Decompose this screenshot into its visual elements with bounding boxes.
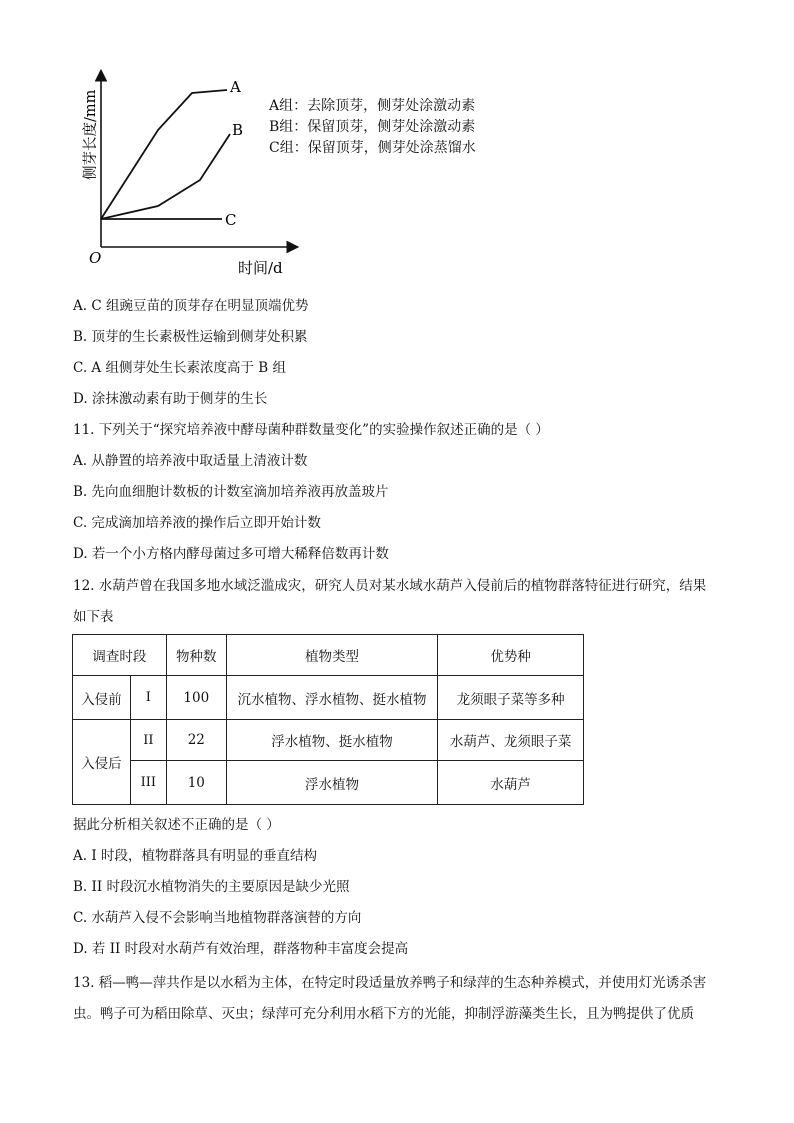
curve-label-b: B [232,121,244,139]
curve-label-c: C [225,211,237,229]
table-row [73,676,584,720]
q13-line1: 13. 稻—鸭—萍共作是以水稻为主体，在特定时段适量放养鸭子和绿萍的生态种养模式，并使用灯光诱杀害 [73,975,707,991]
curve-label-a: A [230,78,241,96]
legend-group-b: B组：保留顶芽，侧芽处涂激动素 [269,119,476,135]
count-cell: 10 [166,761,226,805]
q13-line2: 虫。鸭子可为稻田除草、灭虫；绿萍可充分利用水稻下方的光能，抑制浮游藻类生长，且为鸭提供了优质 [73,1006,694,1022]
table-row [73,720,584,761]
x-axis-label: 时间/d [238,259,283,277]
curve-b [101,134,230,219]
types-cell: 浮水植物、挺水植物 [226,720,438,761]
count-cell: 100 [166,676,226,720]
q12-option-b: B. II 时段沉水植物消失的主要原因是缺少光照 [73,879,350,895]
q12-stem-line2: 如下表 [73,609,114,625]
q11-option-d: D. 若一个小方格内酵母菌过多可增大稀释倍数再计数 [73,546,389,562]
header-period: 调查时段 [73,635,167,676]
q11-stem: 11. 下列关于“探究培养液中酵母菌种群数量变化”的实验操作叙述正确的是（ ） [73,422,549,438]
q12-stem-line1: 12. 水葫芦曾在我国多地水域泛滥成灾，研究人员对某水域水葫芦入侵前后的植物群落特征进行研究，结果 [73,578,707,594]
table-header-row [73,635,584,676]
legend-group-a: A组：去除顶芽，侧芽处涂激动素 [269,98,476,114]
dominant-cell: 水葫芦 [438,761,584,805]
q11-option-a: A. 从静置的培养液中取适量上清液计数 [73,453,308,469]
q11-option-b: B. 先向血细胞计数板的计数室滴加培养液再放盖玻片 [73,484,389,500]
period-before-cell: 入侵前 [73,676,131,720]
q10-option-a: A. C 组豌豆苗的顶芽存在明显顶端优势 [73,298,309,314]
dominant-cell: 水葫芦、龙须眼子菜 [438,720,584,761]
types-cell: 沉水植物、浮水植物、挺水植物 [226,676,438,720]
period-after-cell: 入侵后 [73,720,131,805]
survey-table [72,634,584,805]
stage-cell: III [130,761,166,805]
q12-option-c: C. 水葫芦入侵不会影响当地植物群落演替的方向 [73,910,362,926]
stage-cell: II [130,720,166,761]
q10-option-c: C. A 组侧芽处生长素浓度高于 B 组 [73,360,286,376]
types-cell: 浮水植物 [226,761,438,805]
growth-line-graph [70,60,540,290]
q12-after-table: 据此分析相关叙述不正确的是（ ） [73,817,280,833]
q10-option-b: B. 顶芽的生长素极性运输到侧芽处积累 [73,329,308,345]
y-axis-label: 侧芽长度/mm [83,89,99,180]
stage-cell: I [130,676,166,720]
q12-option-d: D. 若 II 时段对水葫芦有效治理，群落物种丰富度会提高 [73,941,409,957]
q11-option-c: C. 完成滴加培养液的操作后立即开始计数 [73,515,321,531]
q10-option-d: D. 涂抹激动素有助于侧芽的生长 [73,391,268,407]
header-species-count: 物种数 [166,635,226,676]
legend-group-c: C组：保留顶芽，侧芽处涂蒸馏水 [269,140,476,156]
header-dominant-species: 优势种 [438,635,584,676]
curve-a [101,90,227,219]
table-row [73,761,584,805]
q12-option-a: A. I 时段，植物群落具有明显的垂直结构 [73,848,317,864]
dominant-cell: 龙须眼子菜等多种 [438,676,584,720]
count-cell: 22 [166,720,226,761]
header-plant-types: 植物类型 [226,635,438,676]
origin-label: O [89,249,102,267]
